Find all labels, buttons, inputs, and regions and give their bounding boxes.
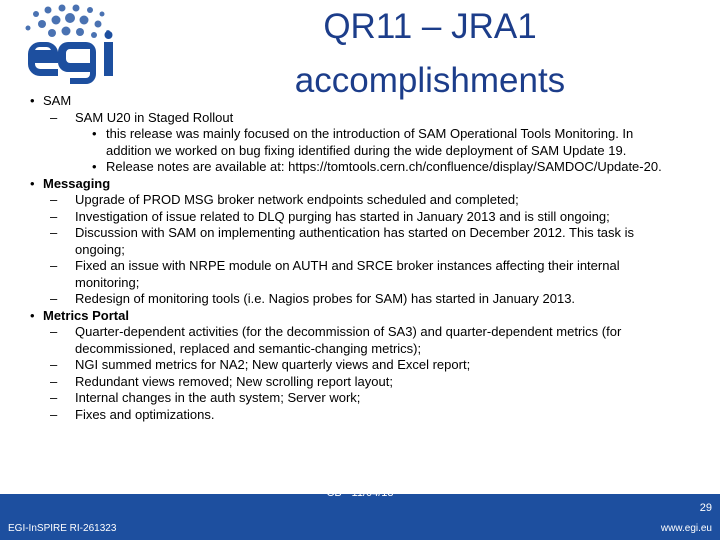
dash-icon: – <box>50 390 58 405</box>
bullet-dot-icon: • <box>30 175 35 191</box>
messaging-item <box>0 258 720 275</box>
metrics-item <box>0 357 720 374</box>
section-heading-sam: SAM <box>43 93 72 108</box>
page-number: 29 <box>699 502 712 514</box>
sam-detail-item <box>0 126 720 143</box>
messaging-item-cont <box>0 275 720 292</box>
sam-detail-item <box>0 159 720 176</box>
item-text: Redundant views removed; New scrolling report layout; <box>75 373 393 389</box>
sam-detail-item-cont <box>0 143 720 160</box>
bullet-metrics-portal <box>0 308 720 325</box>
sub-item-sam-u20 <box>0 110 720 127</box>
dash-icon: – <box>50 373 58 389</box>
item-text: NGI summed metrics for NA2; New quarterly views and Excel report; <box>75 357 471 372</box>
metrics-item <box>0 324 720 341</box>
item-text: ongoing; <box>75 241 125 257</box>
item-text: Internal changes in the auth system; Server work; <box>75 390 361 405</box>
item-text: Upgrade of PROD MSG broker network endpoints scheduled and completed; <box>75 192 519 207</box>
item-text: Quarter-dependent activities (for the decommission of SA3) and quarter-dependent metrics (for <box>75 324 622 339</box>
item-text: decommissioned, replaced and semantic-changing metrics); <box>75 340 422 356</box>
dash-icon: – <box>50 324 58 339</box>
item-text: Discussion with SAM on implementing authentication has started on December 2012. This task is <box>75 225 635 240</box>
detail-text: this release was mainly focused on the introduction of SAM Operational Tools Monitoring. In <box>106 126 634 141</box>
dash-icon: – <box>50 208 58 224</box>
bullet-messaging <box>0 176 720 193</box>
messaging-item <box>0 192 720 209</box>
item-text: Fixes and optimizations. <box>75 406 215 422</box>
item-text: Fixed an issue with NRPE module on AUTH and SRCE broker instances affecting their internal <box>75 258 620 273</box>
slide-content <box>0 93 720 423</box>
dash-icon: – <box>50 109 58 125</box>
footer-url: www.egi.eu <box>660 523 712 534</box>
dash-icon: – <box>50 291 58 306</box>
footer-project-id: EGI-InSPIRE RI-261323 <box>8 523 117 534</box>
dash-icon: – <box>50 258 58 273</box>
bullet-dot-icon: • <box>30 307 35 323</box>
metrics-item <box>0 407 720 424</box>
item-text: monitoring; <box>75 274 140 290</box>
slide-title <box>250 0 610 108</box>
footer-date: CB - 11/04/13 <box>326 487 394 499</box>
egi-logo-graphic <box>8 4 158 84</box>
title-line-2: accomplishments <box>294 61 566 100</box>
egi-logo <box>8 4 158 84</box>
title-line-1: QR11 – JRA1 <box>323 7 537 46</box>
metrics-item <box>0 390 720 407</box>
dash-icon: – <box>50 357 58 372</box>
sub-item-text: SAM U20 in Staged Rollout <box>75 109 234 125</box>
item-text: Redesign of monitoring tools (i.e. Nagios probes for SAM) has started in January 2013. <box>75 291 576 306</box>
dash-icon: – <box>50 192 58 207</box>
section-heading-metrics-portal: Metrics Portal <box>43 307 129 323</box>
bullet-dot-icon: • <box>30 93 35 108</box>
messaging-item-cont <box>0 242 720 259</box>
metrics-item <box>0 374 720 391</box>
dash-icon: – <box>50 406 58 422</box>
section-heading-messaging: Messaging <box>43 175 111 191</box>
detail-text: addition we worked on bug fixing identified during the wide deployment of SAM Update 19. <box>106 142 627 158</box>
item-text: Investigation of issue related to DLQ purging has started in January 2013 and is still ongoing; <box>75 208 610 224</box>
messaging-item <box>0 291 720 308</box>
messaging-item <box>0 225 720 242</box>
dash-icon: – <box>50 225 58 240</box>
bullet-dot-icon: • <box>92 159 97 174</box>
messaging-item <box>0 209 720 226</box>
bullet-dot-icon: • <box>92 126 97 141</box>
metrics-item-cont <box>0 341 720 358</box>
bullet-sam <box>0 93 720 110</box>
detail-text: Release notes are available at: https://tomtools.cern.ch/confluence/display/SAMDOC/Update-20. <box>106 159 662 174</box>
